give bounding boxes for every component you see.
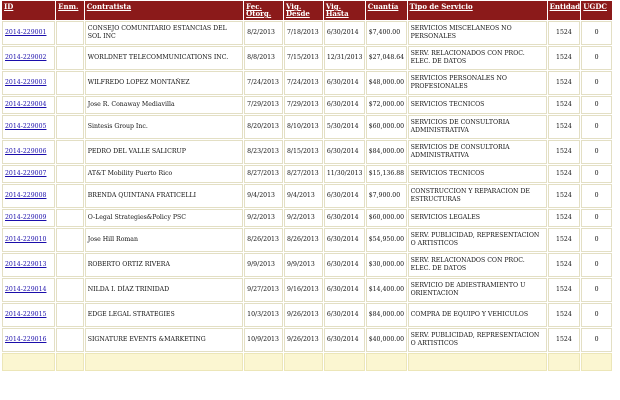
enmienda-cell: [56, 46, 84, 70]
vig-desde-cell: 7/15/2013: [284, 46, 323, 70]
column-header-cuantia[interactable]: Cuantía: [366, 1, 407, 20]
fec-otorg-cell: 9/9/2013: [244, 253, 283, 277]
entidad-cell: 1524: [548, 228, 581, 252]
cuantia-cell: $72,000.00: [366, 96, 407, 114]
enmienda-cell: [56, 278, 84, 302]
enmienda-cell: [56, 303, 84, 327]
ugdc-cell: 0: [581, 303, 612, 327]
contract-id-cell: [2, 140, 55, 164]
table-row: [2, 96, 612, 114]
ugdc-cell: 0: [581, 71, 612, 95]
fec-otorg-cell: 9/2/2013: [244, 209, 283, 227]
vig-desde-cell: 8/26/2013: [284, 228, 323, 252]
table-row: [2, 328, 612, 352]
tipo-servicio-cell: SERV. RELACIONADOS CON PROC. ELEC. DE DATOS: [408, 253, 547, 277]
column-header-entidad[interactable]: Entidad: [548, 1, 581, 20]
enmienda-cell: [56, 184, 84, 208]
contratista-cell: SIGNATURE EVENTS &MARKETING: [85, 328, 243, 352]
table-row: [2, 184, 612, 208]
vig-hasta-cell: 6/30/2014: [324, 209, 365, 227]
contratista-cell: CONSEJO COMUNITARIO ESTANCIAS DEL SOL INC: [85, 21, 243, 45]
ugdc-cell: 0: [581, 115, 612, 139]
vig-desde-cell: 9/2/2013: [284, 209, 323, 227]
contratista-cell: WORLDNET TELECOMMUNICATIONS INC.: [85, 46, 243, 70]
contract-id-link[interactable]: 2014-229004: [5, 101, 47, 109]
contract-id-cell: [2, 165, 55, 183]
column-header-vig-desde[interactable]: Vig. Desde: [284, 1, 323, 20]
vig-desde-cell: 7/24/2013: [284, 71, 323, 95]
fec-otorg-cell: 10/9/2013: [244, 328, 283, 352]
contract-id-link[interactable]: 2014-229005: [5, 123, 47, 131]
vig-hasta-cell: 6/30/2014: [324, 71, 365, 95]
footer-cell: [548, 353, 581, 371]
cuantia-cell: $30,000.00: [366, 253, 407, 277]
entidad-cell: 1524: [548, 115, 581, 139]
column-header-ugdc[interactable]: UGDC: [581, 1, 612, 20]
column-header-contratista[interactable]: Contratista: [85, 1, 243, 20]
vig-desde-cell: 9/4/2013: [284, 184, 323, 208]
cuantia-cell: $54,950.00: [366, 228, 407, 252]
column-header-enm[interactable]: Enm.: [56, 1, 84, 20]
contratista-cell: EDGE LEGAL STRATEGIES: [85, 303, 243, 327]
cuantia-cell: $84,000.00: [366, 303, 407, 327]
contract-id-cell: [2, 71, 55, 95]
cuantia-cell: $40,000.00: [366, 328, 407, 352]
contracts-table: [1, 0, 613, 372]
contratista-cell: WILFREDO LOPEZ MONTAÑEZ: [85, 71, 243, 95]
contract-id-cell: [2, 184, 55, 208]
table-row: [2, 228, 612, 252]
cuantia-cell: $60,000.00: [366, 209, 407, 227]
table-row: [2, 21, 612, 45]
fec-otorg-cell: 7/24/2013: [244, 71, 283, 95]
cuantia-cell: $15,136.88: [366, 165, 407, 183]
footer-cell: [581, 353, 612, 371]
entidad-cell: 1524: [548, 140, 581, 164]
footer-cell: [408, 353, 547, 371]
contract-id-link[interactable]: 2014-229016: [5, 336, 47, 344]
contract-id-link[interactable]: 2014-229006: [5, 148, 47, 156]
ugdc-cell: 0: [581, 253, 612, 277]
table-row: [2, 165, 612, 183]
contratista-cell: NILDA I. DÍAZ TRINIDAD: [85, 278, 243, 302]
cuantia-cell: $7,400.00: [366, 21, 407, 45]
enmienda-cell: [56, 21, 84, 45]
fec-otorg-cell: 9/27/2013: [244, 278, 283, 302]
vig-hasta-cell: 6/30/2014: [324, 184, 365, 208]
vig-hasta-cell: 6/30/2014: [324, 21, 365, 45]
ugdc-cell: 0: [581, 328, 612, 352]
enmienda-cell: [56, 209, 84, 227]
ugdc-cell: 0: [581, 228, 612, 252]
table-row: [2, 46, 612, 70]
tipo-servicio-cell: SERVICIOS DE CONSULTORIA ADMINISTRATIVA: [408, 140, 547, 164]
tipo-servicio-cell: SERVICIOS TECNICOS: [408, 165, 547, 183]
vig-hasta-cell: 5/30/2014: [324, 115, 365, 139]
vig-hasta-cell: 6/30/2014: [324, 278, 365, 302]
vig-desde-cell: 7/29/2013: [284, 96, 323, 114]
footer-cell: [244, 353, 283, 371]
fec-otorg-cell: 8/23/2013: [244, 140, 283, 164]
footer-cell: [284, 353, 323, 371]
vig-desde-cell: 9/16/2013: [284, 278, 323, 302]
table-row: [2, 71, 612, 95]
footer-cell: [2, 353, 55, 371]
footer-cell: [324, 353, 365, 371]
enmienda-cell: [56, 253, 84, 277]
contract-id-link[interactable]: 2014-229002: [5, 54, 47, 62]
fec-otorg-cell: 8/26/2013: [244, 228, 283, 252]
vig-hasta-cell: 6/30/2014: [324, 328, 365, 352]
contract-id-cell: [2, 303, 55, 327]
ugdc-cell: 0: [581, 140, 612, 164]
contratista-cell: Sintesis Group Inc.: [85, 115, 243, 139]
enmienda-cell: [56, 115, 84, 139]
contract-id-link[interactable]: 2014-229001: [5, 29, 47, 37]
entidad-cell: 1524: [548, 253, 581, 277]
contract-id-cell: [2, 96, 55, 114]
contract-id-link[interactable]: 2014-229003: [5, 79, 47, 87]
table-footer-row: [2, 353, 612, 371]
vig-hasta-cell: 6/30/2014: [324, 228, 365, 252]
fec-otorg-cell: 8/2/2013: [244, 21, 283, 45]
cuantia-cell: $84,000.00: [366, 140, 407, 164]
enmienda-cell: [56, 140, 84, 164]
table-row: [2, 115, 612, 139]
vig-desde-cell: 7/18/2013: [284, 21, 323, 45]
cuantia-cell: $7,900.00: [366, 184, 407, 208]
fec-otorg-cell: 8/27/2013: [244, 165, 283, 183]
contract-id-link[interactable]: 2014-229008: [5, 192, 47, 200]
cuantia-cell: $27,048.64: [366, 46, 407, 70]
vig-hasta-cell: 6/30/2014: [324, 303, 365, 327]
entidad-cell: 1524: [548, 184, 581, 208]
tipo-servicio-cell: SERVICIOS LEGALES: [408, 209, 547, 227]
contract-id-link[interactable]: 2014-229007: [5, 170, 47, 178]
table-row: [2, 209, 612, 227]
vig-hasta-cell: 6/30/2014: [324, 96, 365, 114]
entidad-cell: 1524: [548, 328, 581, 352]
enmienda-cell: [56, 228, 84, 252]
ugdc-cell: 0: [581, 96, 612, 114]
ugdc-cell: 0: [581, 278, 612, 302]
footer-cell: [85, 353, 243, 371]
ugdc-cell: 0: [581, 46, 612, 70]
column-header-vig-hasta[interactable]: Vig. Hasta: [324, 1, 365, 20]
entidad-cell: 1524: [548, 71, 581, 95]
table-row: [2, 303, 612, 327]
contract-id-cell: [2, 46, 55, 70]
fec-otorg-cell: 8/8/2013: [244, 46, 283, 70]
tipo-servicio-cell: SERV. PUBLICIDAD, REPRESENTACION O ARTISTICOS: [408, 328, 547, 352]
contract-id-link[interactable]: 2014-229009: [5, 214, 47, 222]
tipo-servicio-cell: SERVICIOS PERSONALES NO PROFESIONALES: [408, 71, 547, 95]
entidad-cell: 1524: [548, 96, 581, 114]
cuantia-cell: $14,400.00: [366, 278, 407, 302]
contratista-cell: BRENDA QUINTANA FRATICELLI: [85, 184, 243, 208]
cuantia-cell: $48,000.00: [366, 71, 407, 95]
enmienda-cell: [56, 96, 84, 114]
column-header-id[interactable]: ID: [2, 1, 55, 20]
tipo-servicio-cell: SERVICIO DE ADIESTRAMIENTO U ORIENTACION: [408, 278, 547, 302]
fec-otorg-cell: 8/20/2013: [244, 115, 283, 139]
cuantia-cell: $60,000.00: [366, 115, 407, 139]
table-row: [2, 278, 612, 302]
vig-hasta-cell: 6/30/2014: [324, 140, 365, 164]
enmienda-cell: [56, 71, 84, 95]
contract-id-cell: [2, 278, 55, 302]
entidad-cell: 1524: [548, 278, 581, 302]
table-header-row: [2, 1, 612, 20]
entidad-cell: 1524: [548, 21, 581, 45]
contratista-cell: O-Legal Strategies&Policy PSC: [85, 209, 243, 227]
contratista-cell: Jose Hill Roman: [85, 228, 243, 252]
table-row: [2, 140, 612, 164]
contratista-cell: AT&T Mobility Puerto Rico: [85, 165, 243, 183]
entidad-cell: 1524: [548, 303, 581, 327]
fec-otorg-cell: 7/29/2013: [244, 96, 283, 114]
ugdc-cell: 0: [581, 21, 612, 45]
contratista-cell: PEDRO DEL VALLE SALICRUP: [85, 140, 243, 164]
contract-id-cell: [2, 253, 55, 277]
tipo-servicio-cell: SERV. RELACIONADOS CON PROC. ELEC. DE DATOS: [408, 46, 547, 70]
table-row: [2, 253, 612, 277]
tipo-servicio-cell: SERV. PUBLICIDAD, REPRESENTACION O ARTISTICOS: [408, 228, 547, 252]
contract-id-cell: [2, 228, 55, 252]
ugdc-cell: 0: [581, 209, 612, 227]
contract-id-cell: [2, 21, 55, 45]
footer-cell: [56, 353, 84, 371]
vig-desde-cell: 9/9/2013: [284, 253, 323, 277]
tipo-servicio-cell: SERVICIOS MISCELANEOS NO PERSONALES: [408, 21, 547, 45]
enmienda-cell: [56, 328, 84, 352]
entidad-cell: 1524: [548, 46, 581, 70]
contract-id-link[interactable]: 2014-229010: [5, 236, 47, 244]
vig-desde-cell: 9/26/2013: [284, 328, 323, 352]
enmienda-cell: [56, 165, 84, 183]
contract-id-link[interactable]: 2014-229014: [5, 286, 47, 294]
entidad-cell: 1524: [548, 165, 581, 183]
vig-hasta-cell: 11/30/2013: [324, 165, 365, 183]
contract-id-link[interactable]: 2014-229013: [5, 261, 47, 269]
vig-desde-cell: 8/15/2013: [284, 140, 323, 164]
fec-otorg-cell: 9/4/2013: [244, 184, 283, 208]
fec-otorg-cell: 10/3/2013: [244, 303, 283, 327]
column-header-fec-otorg[interactable]: Fec. Otorg.: [244, 1, 283, 20]
vig-hasta-cell: 6/30/2014: [324, 253, 365, 277]
tipo-servicio-cell: SERVICIOS TECNICOS: [408, 96, 547, 114]
tipo-servicio-cell: COMPRA DE EQUIPO Y VEHICULOS: [408, 303, 547, 327]
vig-desde-cell: 8/10/2013: [284, 115, 323, 139]
tipo-servicio-cell: SERVICIOS DE CONSULTORIA ADMINISTRATIVA: [408, 115, 547, 139]
contract-id-cell: [2, 115, 55, 139]
column-header-tipo-servicio[interactable]: Tipo de Servicio: [408, 1, 547, 20]
ugdc-cell: 0: [581, 184, 612, 208]
entidad-cell: 1524: [548, 209, 581, 227]
vig-desde-cell: 8/27/2013: [284, 165, 323, 183]
ugdc-cell: 0: [581, 165, 612, 183]
vig-desde-cell: 9/26/2013: [284, 303, 323, 327]
vig-hasta-cell: 12/31/2013: [324, 46, 365, 70]
contract-id-link[interactable]: 2014-229015: [5, 311, 47, 319]
tipo-servicio-cell: CONSTRUCCION Y REPARACION DE ESTRUCTURAS: [408, 184, 547, 208]
footer-cell: [366, 353, 407, 371]
contract-id-cell: [2, 209, 55, 227]
contratista-cell: ROBERTO ORTIZ RIVERA: [85, 253, 243, 277]
contratista-cell: Jose R. Conaway Mediavilla: [85, 96, 243, 114]
contract-id-cell: [2, 328, 55, 352]
